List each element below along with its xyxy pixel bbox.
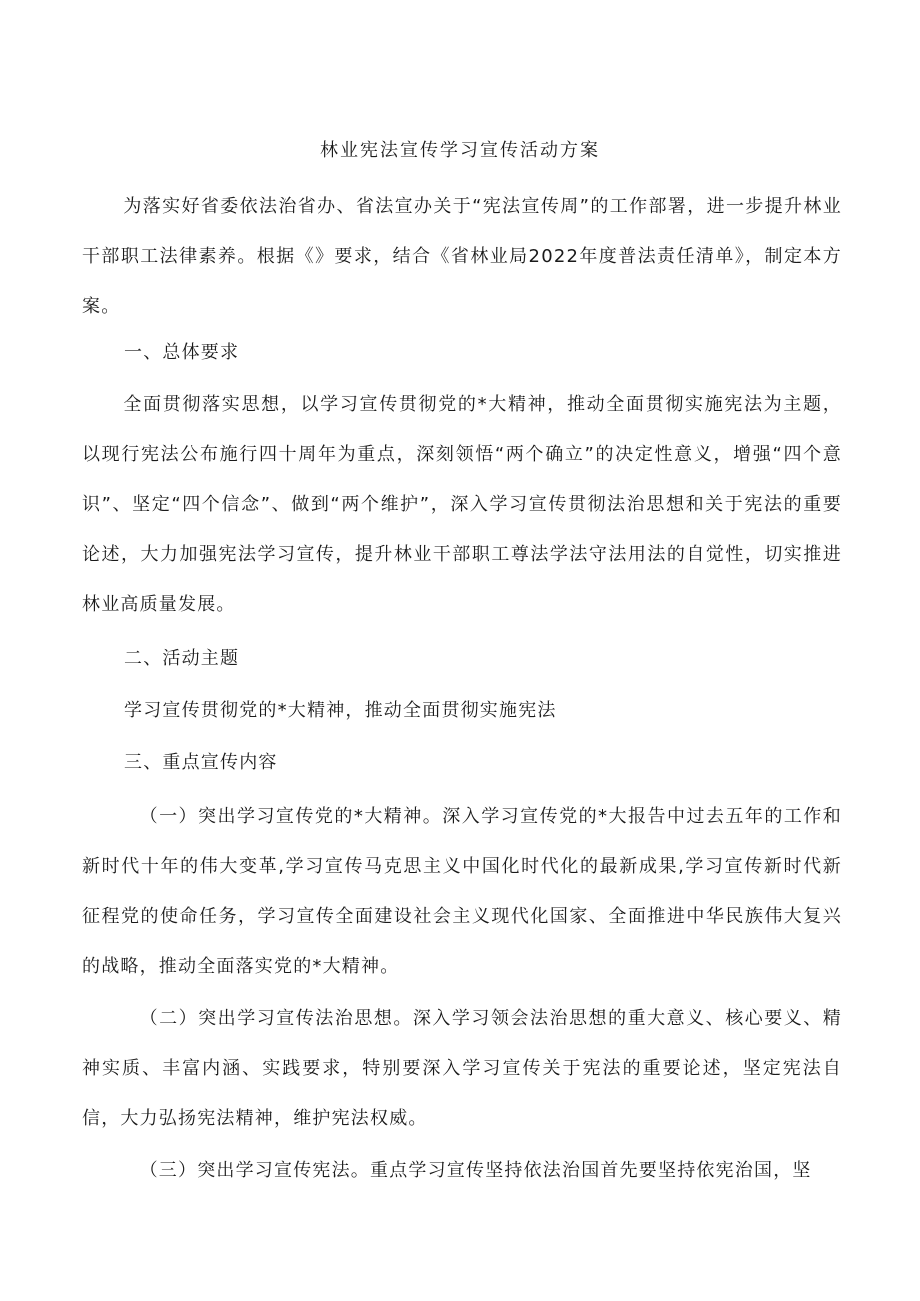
content-item-3: （三）突出学习宣传宪法。重点学习宣传坚持依法治国首先要坚持依宪治国，坚: [139, 1160, 812, 1181]
intro-paragraph: 为落实好省委依法治省办、省法宣办关于“宪法宣传周”的工作部署，进一步提升林业干部职工法律素养。根据《》要求，结合《省林业局2022年度普法责任清单》，制定本方案。: [82, 196, 842, 317]
general-requirements-paragraph: 全面贯彻落实思想，以学习宣传贯彻党的*大精神，推动全面贯彻实施宪法为主题，以现行宪法公布施行四十周年为重点，深刻领悟“两个确立”的决定性意义，增强“四个意识”、坚定“四个信念”、做到“两个维护”，深入学习宣传贯彻法治思想和关于宪法的重要论述，大力加强宪法学习宣传，提升林业干部职工尊法学法守法用法的自觉性，切实推进林业高质量发展。: [82, 394, 842, 615]
activity-theme-text: 学习宣传贯彻党的*大精神，推动全面贯彻实施宪法: [124, 700, 557, 721]
section-heading-activity-theme: 二、活动主题: [124, 648, 240, 669]
section-heading-general-requirements: 一、总体要求: [124, 342, 240, 363]
document-title: 林业宪法宣传学习宣传活动方案: [320, 140, 600, 161]
section-heading-key-content: 三、重点宣传内容: [124, 752, 278, 773]
content-item-2: （二）突出学习宣传法治思想。深入学习领会法治思想的重大意义、核心要义、精神实质、丰富内涵、实践要求，特别要深入学习宣传关于宪法的重要论述，坚定宪法自信，大力弘扬宪法精神，维护宪法权威。: [82, 1008, 842, 1129]
content-item-1: （一）突出学习宣传党的*大精神。深入学习宣传党的*大报告中过去五年的工作和新时代十年的伟大变革,学习宣传马克思主义中国化时代化的最新成果,学习宣传新时代新征程党的使命任务，学习宣传全面建设社会主义现代化国家、全面推进中华民族伟大复兴的战略，推动全面落实党的*大精神。: [82, 806, 842, 977]
